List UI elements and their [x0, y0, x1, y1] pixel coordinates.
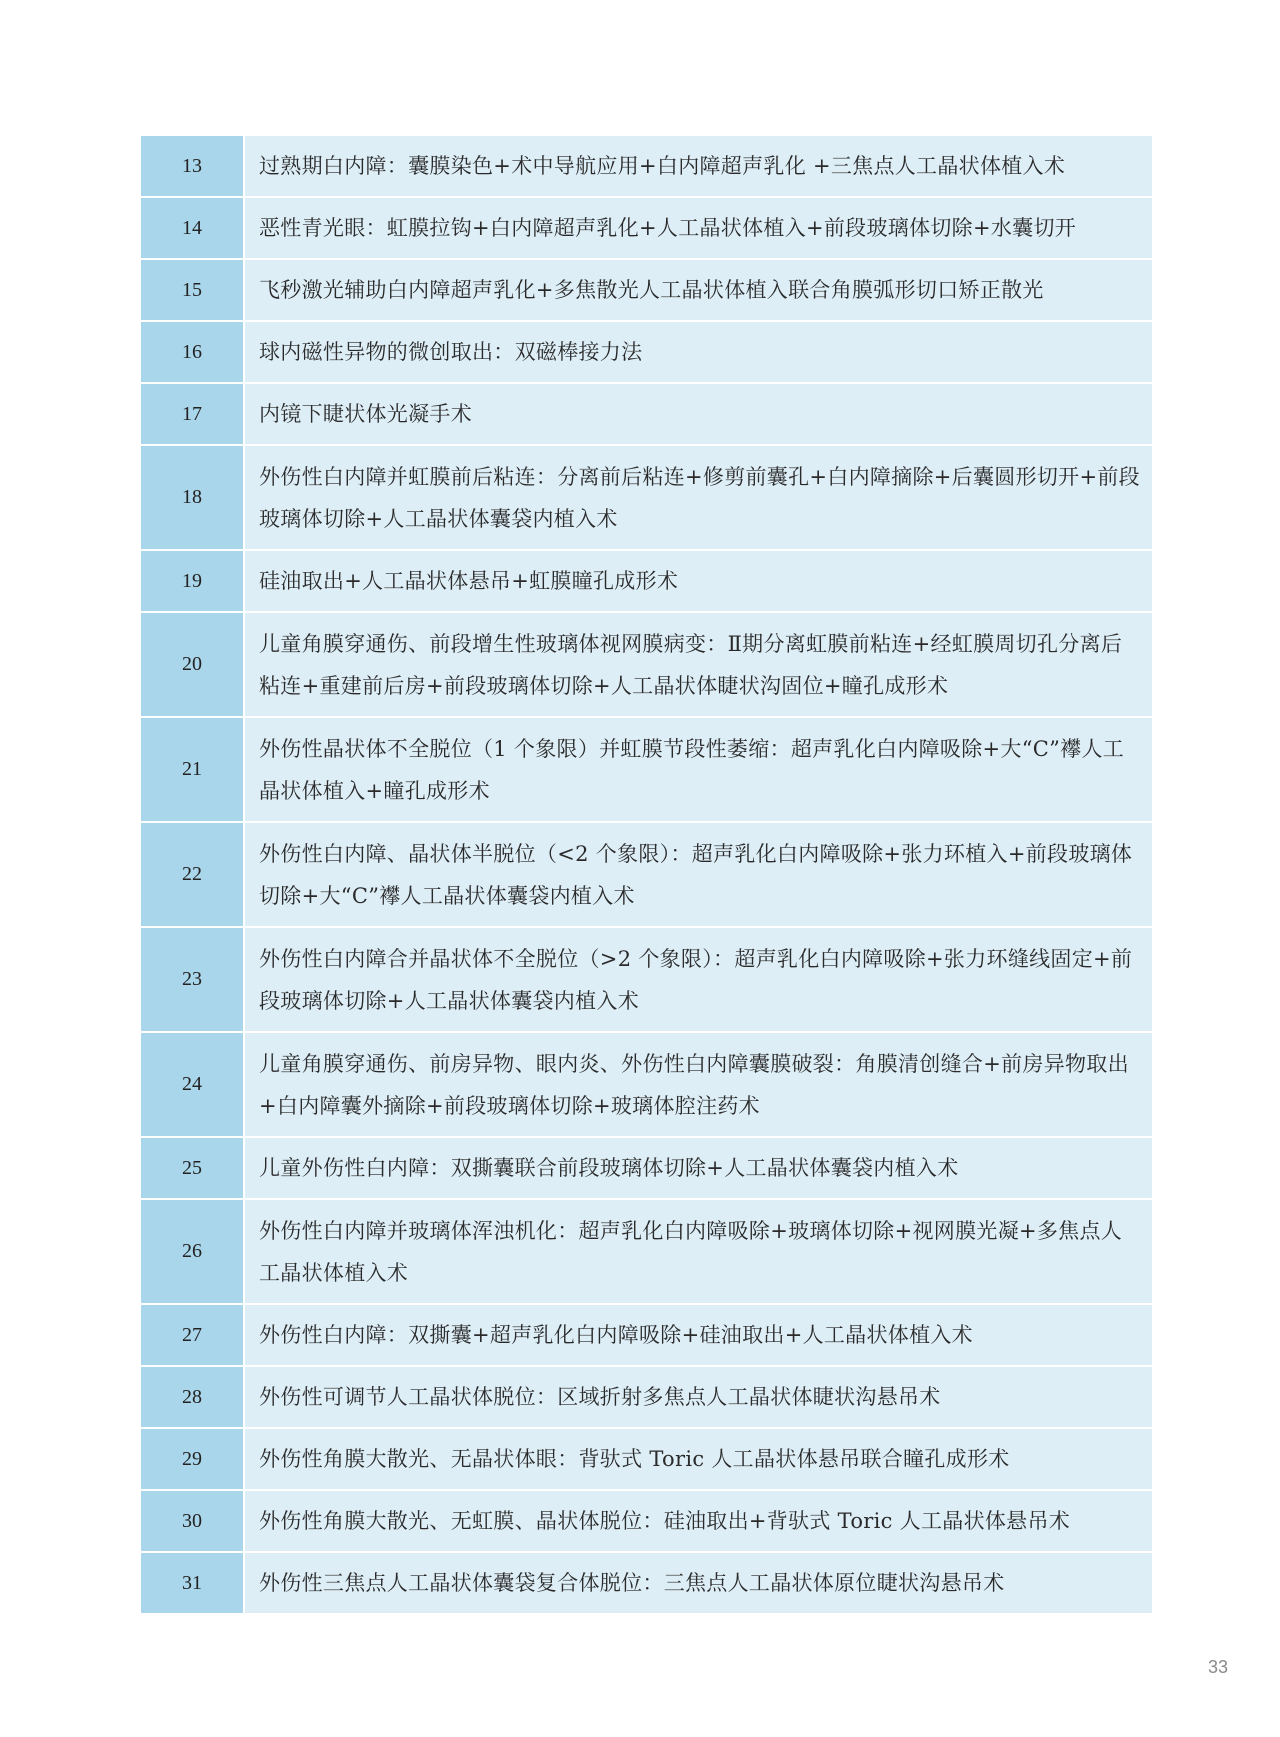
- row-description: 恶性青光眼：虹膜拉钩+白内障超声乳化+人工晶状体植入+前段玻璃体切除+水囊切开: [245, 198, 1152, 258]
- row-number: 20: [141, 613, 245, 716]
- table-row: [141, 1033, 1152, 1138]
- table-row: [141, 823, 1152, 928]
- page-number: 33: [1207, 1657, 1228, 1677]
- row-description: 外伤性晶状体不全脱位（1 个象限）并虹膜节段性萎缩：超声乳化白内障吸除+大“C”襻人工晶状体植入+瞳孔成形术: [245, 718, 1152, 821]
- table-row: [141, 718, 1152, 823]
- row-number: 23: [141, 928, 245, 1031]
- row-number: 27: [141, 1305, 245, 1365]
- row-number: 25: [141, 1138, 245, 1198]
- table-row: [141, 928, 1152, 1033]
- procedure-table: [141, 134, 1152, 1615]
- row-description: 外伤性白内障、晶状体半脱位（<2 个象限）：超声乳化白内障吸除+张力环植入+前段玻璃体切除+大“C”襻人工晶状体囊袋内植入术: [245, 823, 1152, 926]
- table-row: [141, 1429, 1152, 1491]
- table-row: [141, 198, 1152, 260]
- row-description: 硅油取出+人工晶状体悬吊+虹膜瞳孔成形术: [245, 551, 1152, 611]
- table-row: [141, 1367, 1152, 1429]
- table-row: [141, 260, 1152, 322]
- row-number: 19: [141, 551, 245, 611]
- row-number: 21: [141, 718, 245, 821]
- table-row: [141, 551, 1152, 613]
- row-description: 外伤性白内障并虹膜前后粘连：分离前后粘连+修剪前囊孔+白内障摘除+后囊圆形切开+前段玻璃体切除+人工晶状体囊袋内植入术: [245, 446, 1152, 549]
- row-number: 28: [141, 1367, 245, 1427]
- table-row: [141, 136, 1152, 198]
- row-number: 26: [141, 1200, 245, 1303]
- row-description: 外伤性三焦点人工晶状体囊袋复合体脱位：三焦点人工晶状体原位睫状沟悬吊术: [245, 1553, 1152, 1613]
- row-number: 22: [141, 823, 245, 926]
- row-number: 14: [141, 198, 245, 258]
- table-row: [141, 1491, 1152, 1553]
- table-row: [141, 1200, 1152, 1305]
- table-row: [141, 446, 1152, 551]
- row-description: 儿童角膜穿通伤、前房异物、眼内炎、外伤性白内障囊膜破裂：角膜清创缝合+前房异物取出+白内障囊外摘除+前段玻璃体切除+玻璃体腔注药术: [245, 1033, 1152, 1136]
- row-description: 外伤性白内障合并晶状体不全脱位（>2 个象限）：超声乳化白内障吸除+张力环缝线固定+前段玻璃体切除+人工晶状体囊袋内植入术: [245, 928, 1152, 1031]
- row-description: 儿童外伤性白内障：双撕囊联合前段玻璃体切除+人工晶状体囊袋内植入术: [245, 1138, 1152, 1198]
- table-row: [141, 613, 1152, 718]
- row-description: 外伤性角膜大散光、无虹膜、晶状体脱位：硅油取出+背驮式 Toric 人工晶状体悬吊术: [245, 1491, 1152, 1551]
- row-description: 球内磁性异物的微创取出：双磁棒接力法: [245, 322, 1152, 382]
- row-number: 17: [141, 384, 245, 444]
- row-description: 儿童角膜穿通伤、前段增生性玻璃体视网膜病变：Ⅱ期分离虹膜前粘连+经虹膜周切孔分离后粘连+重建前后房+前段玻璃体切除+人工晶状体睫状沟固位+瞳孔成形术: [245, 613, 1152, 716]
- row-description: 外伤性白内障并玻璃体浑浊机化：超声乳化白内障吸除+玻璃体切除+视网膜光凝+多焦点人工晶状体植入术: [245, 1200, 1152, 1303]
- row-description: 外伤性角膜大散光、无晶状体眼：背驮式 Toric 人工晶状体悬吊联合瞳孔成形术: [245, 1429, 1152, 1489]
- row-description: 内镜下睫状体光凝手术: [245, 384, 1152, 444]
- row-number: 13: [141, 136, 245, 196]
- row-number: 30: [141, 1491, 245, 1551]
- table-row: [141, 1138, 1152, 1200]
- row-description: 外伤性白内障：双撕囊+超声乳化白内障吸除+硅油取出+人工晶状体植入术: [245, 1305, 1152, 1365]
- row-number: 18: [141, 446, 245, 549]
- table-row: [141, 1305, 1152, 1367]
- table-row: [141, 322, 1152, 384]
- row-number: 15: [141, 260, 245, 320]
- row-number: 29: [141, 1429, 245, 1489]
- row-number: 24: [141, 1033, 245, 1136]
- row-number: 16: [141, 322, 245, 382]
- row-description: 外伤性可调节人工晶状体脱位：区域折射多焦点人工晶状体睫状沟悬吊术: [245, 1367, 1152, 1427]
- row-description: 过熟期白内障：囊膜染色+术中导航应用+白内障超声乳化 +三焦点人工晶状体植入术: [245, 136, 1152, 196]
- table-row: [141, 1553, 1152, 1615]
- row-description: 飞秒激光辅助白内障超声乳化+多焦散光人工晶状体植入联合角膜弧形切口矫正散光: [245, 260, 1152, 320]
- row-number: 31: [141, 1553, 245, 1613]
- table-row: [141, 384, 1152, 446]
